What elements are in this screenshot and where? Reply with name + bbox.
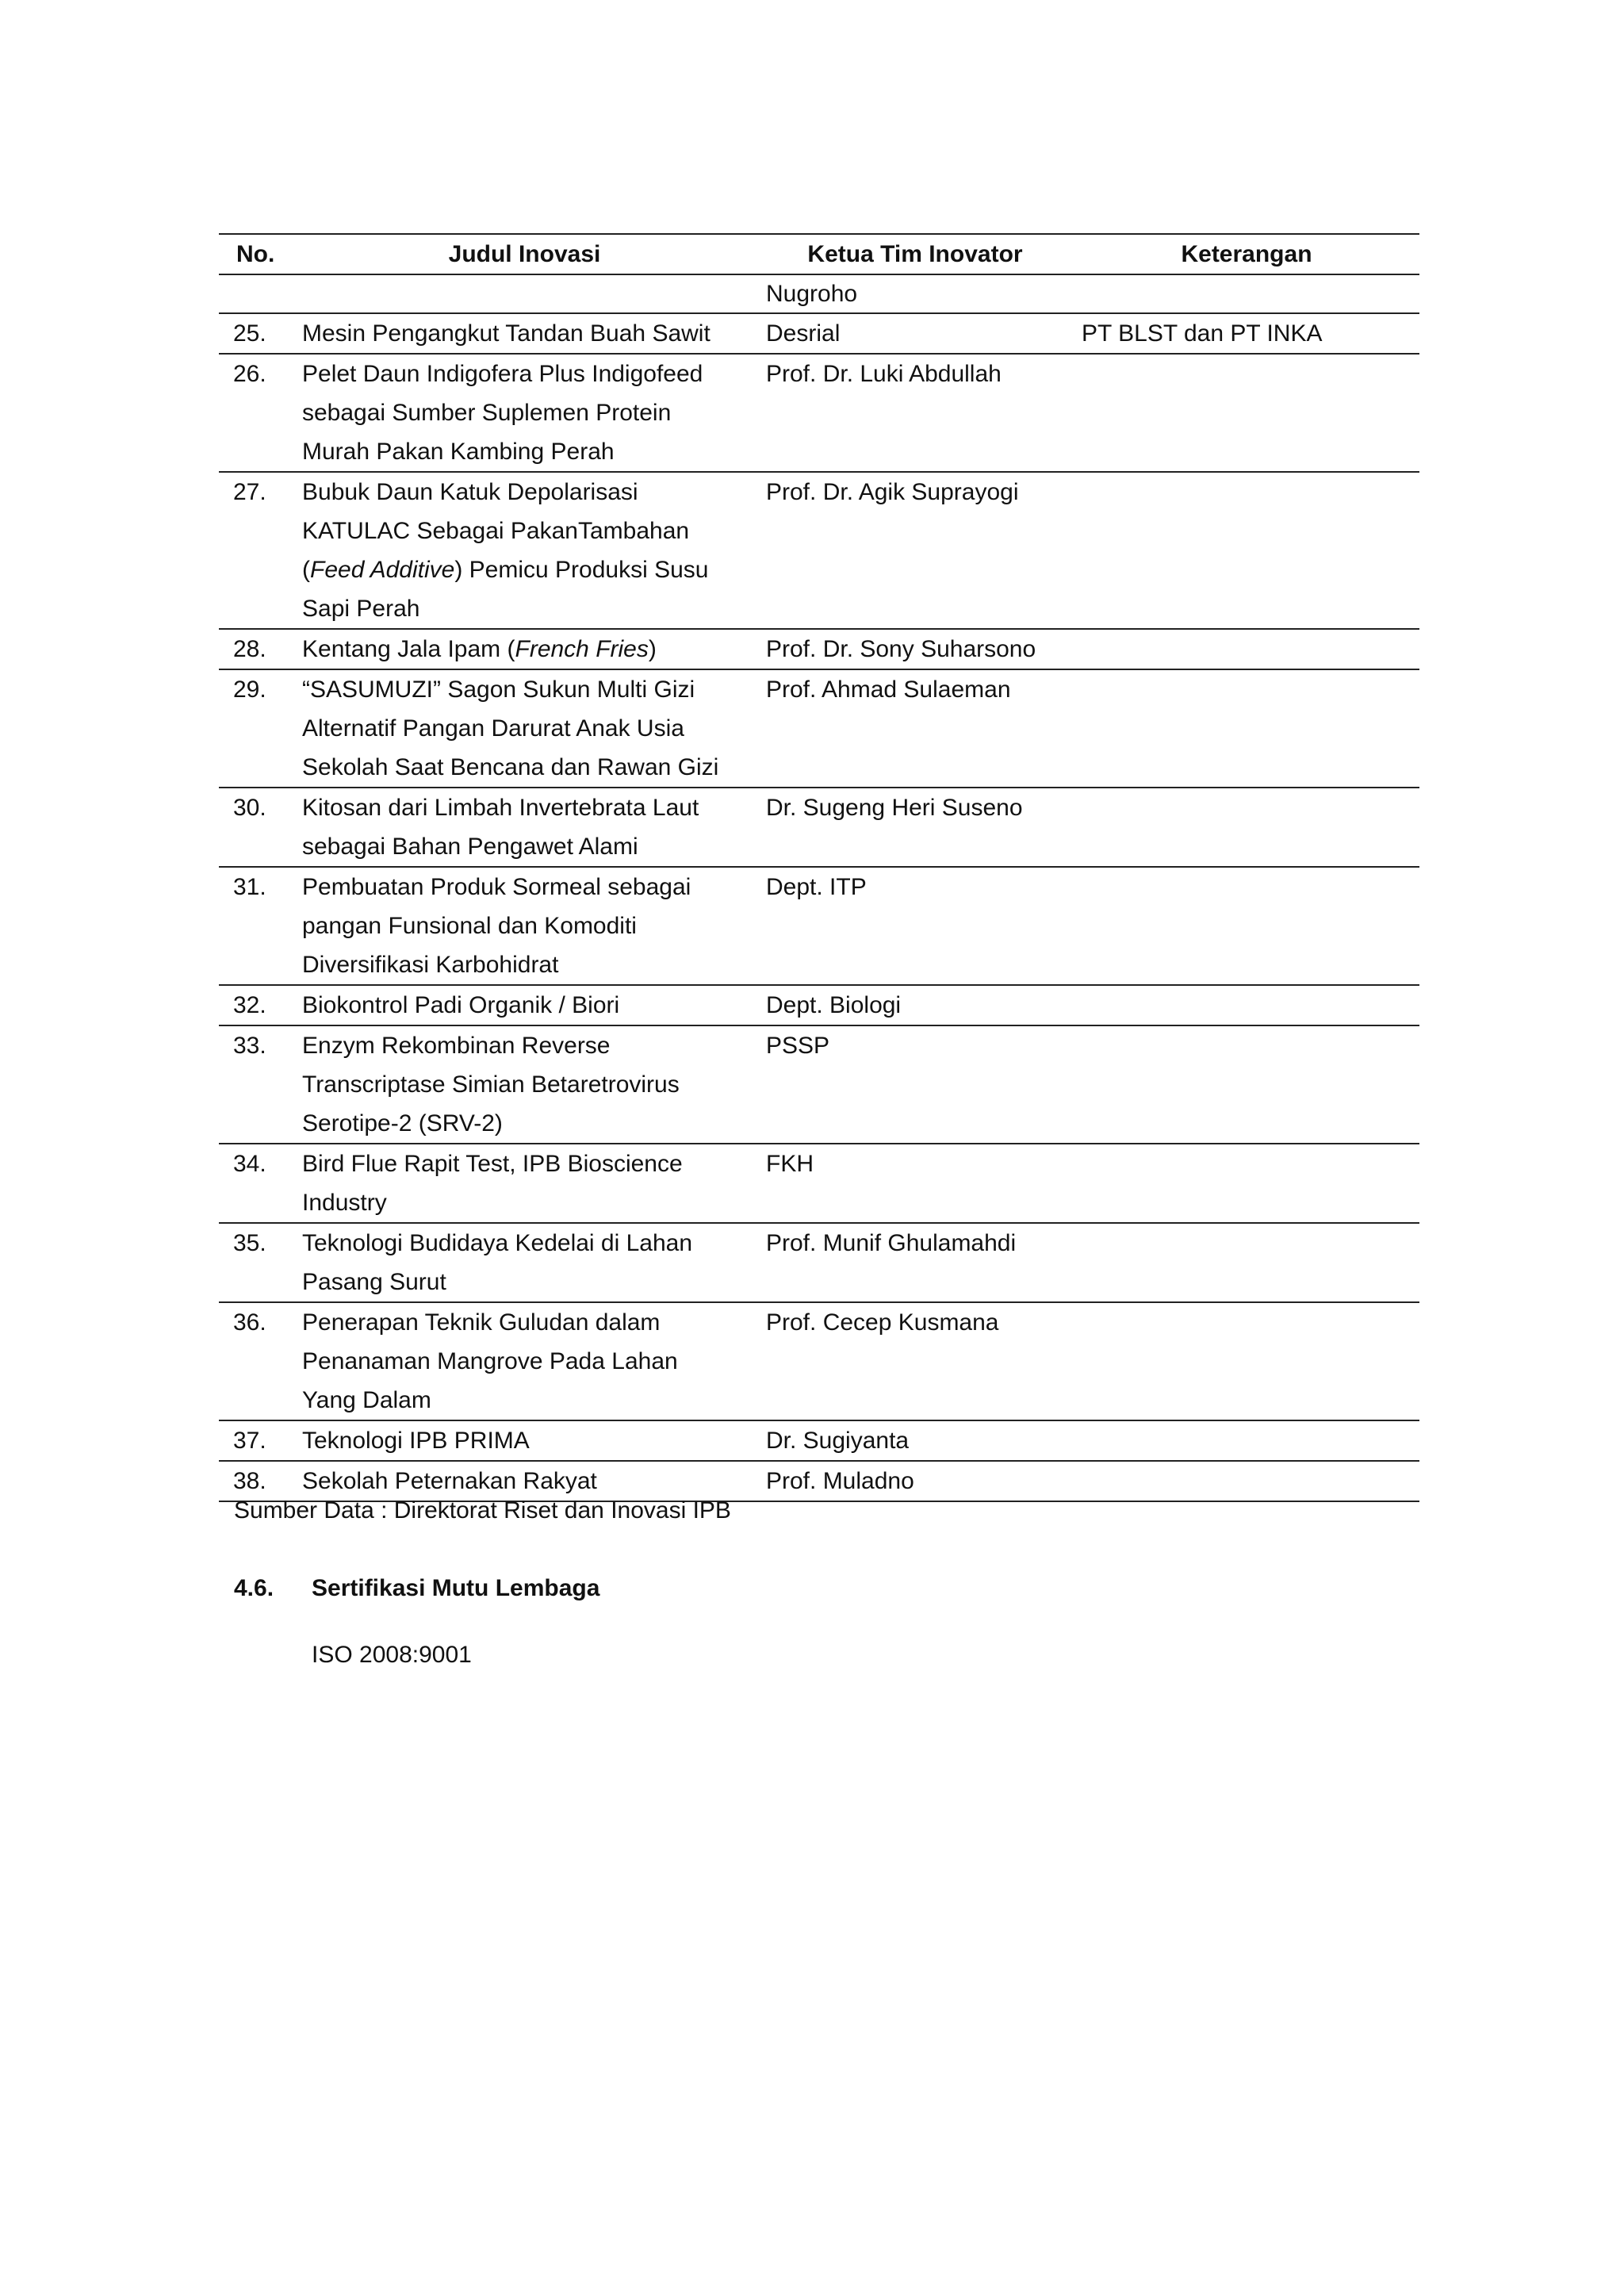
row-note xyxy=(1074,354,1419,472)
row-note xyxy=(1074,1025,1419,1144)
source-note: Sumber Data : Direktorat Riset dan Inovasi IPB xyxy=(234,1497,731,1524)
title-line: Pelet Daun Indigofera Plus Indigofeed xyxy=(302,361,703,387)
table-row xyxy=(219,472,1419,629)
title-line: Bubuk Daun Katuk Depolarisasi xyxy=(302,479,638,505)
row-lead: Prof. Dr. Sony Suharsono xyxy=(756,629,1074,669)
table-row xyxy=(219,867,1419,985)
title-line: Mesin Pengangkut Tandan Buah Sawit xyxy=(302,320,710,347)
row-lead: FKH xyxy=(756,1144,1074,1223)
table-row xyxy=(219,1025,1419,1144)
row-note xyxy=(1074,1461,1419,1501)
table-row xyxy=(219,985,1419,1025)
row-lead: Desrial xyxy=(756,313,1074,354)
row-note xyxy=(1074,629,1419,669)
row-lead: Prof. Muladno xyxy=(756,1461,1074,1501)
row-number xyxy=(219,274,293,313)
row-note xyxy=(1074,867,1419,985)
row-title xyxy=(293,985,756,1025)
row-number: 37. xyxy=(219,1420,293,1461)
row-lead: Prof. Dr. Agik Suprayogi xyxy=(756,472,1074,629)
row-note xyxy=(1074,1302,1419,1420)
table-body xyxy=(219,274,1419,1501)
title-line: Yang Dalam xyxy=(302,1387,431,1413)
row-title xyxy=(293,867,756,985)
italic-term: Feed Additive xyxy=(310,557,455,583)
row-number: 26. xyxy=(219,354,293,472)
row-title xyxy=(293,669,756,788)
row-note xyxy=(1074,1420,1419,1461)
row-number: 38. xyxy=(219,1461,293,1501)
row-lead: Prof. Ahmad Sulaeman xyxy=(756,669,1074,788)
row-number: 33. xyxy=(219,1025,293,1144)
table-row xyxy=(219,1302,1419,1420)
title-line: Penanaman Mangrove Pada Lahan xyxy=(302,1348,678,1374)
title-line: (Feed Additive) Pemicu Produksi Susu xyxy=(302,557,709,583)
row-lead: Dept. ITP xyxy=(756,867,1074,985)
row-note: PT BLST dan PT INKA xyxy=(1074,313,1419,354)
title-line: Diversifikasi Karbohidrat xyxy=(302,952,559,978)
title-line: “SASUMUZI” Sagon Sukun Multi Gizi xyxy=(302,677,695,703)
title-line: KATULAC Sebagai PakanTambahan xyxy=(302,518,690,544)
table-row xyxy=(219,1144,1419,1223)
title-line: Pembuatan Produk Sormeal sebagai xyxy=(302,874,691,900)
italic-term: French Fries xyxy=(515,636,649,662)
row-lead: Prof. Dr. Luki Abdullah xyxy=(756,354,1074,472)
table-header-row xyxy=(219,234,1419,274)
header-title: Judul Inovasi xyxy=(293,234,756,274)
title-line: Murah Pakan Kambing Perah xyxy=(302,439,615,465)
title-line: Biokontrol Padi Organik / Biori xyxy=(302,992,620,1018)
row-number: 28. xyxy=(219,629,293,669)
row-note xyxy=(1074,788,1419,867)
row-number: 36. xyxy=(219,1302,293,1420)
title-line: Kitosan dari Limbah Invertebrata Laut xyxy=(302,795,699,821)
row-title xyxy=(293,788,756,867)
title-line: Industry xyxy=(302,1190,387,1216)
title-line: Pasang Surut xyxy=(302,1269,446,1295)
row-title xyxy=(293,1420,756,1461)
table-row xyxy=(219,1223,1419,1302)
row-number: 27. xyxy=(219,472,293,629)
header-note: Keterangan xyxy=(1074,234,1419,274)
row-number: 34. xyxy=(219,1144,293,1223)
row-number: 31. xyxy=(219,867,293,985)
certification-text: ISO 2008:9001 xyxy=(312,1642,472,1668)
row-lead: Dept. Biologi xyxy=(756,985,1074,1025)
title-line: Sekolah Saat Bencana dan Rawan Gizi xyxy=(302,754,719,780)
table-row xyxy=(219,1420,1419,1461)
row-lead: Prof. Munif Ghulamahdi xyxy=(756,1223,1074,1302)
row-number: 30. xyxy=(219,788,293,867)
section-number: 4.6. xyxy=(234,1575,274,1601)
title-line: sebagai Sumber Suplemen Protein xyxy=(302,400,672,426)
title-line: Serotipe-2 (SRV-2) xyxy=(302,1110,503,1137)
header-no: No. xyxy=(219,234,293,274)
row-note xyxy=(1074,1223,1419,1302)
title-line: Teknologi IPB PRIMA xyxy=(302,1428,530,1454)
title-line: Penerapan Teknik Guludan dalam xyxy=(302,1309,661,1336)
row-note xyxy=(1074,472,1419,629)
row-title xyxy=(293,629,756,669)
title-line: Teknologi Budidaya Kedelai di Lahan xyxy=(302,1230,693,1256)
table-row xyxy=(219,313,1419,354)
row-lead: PSSP xyxy=(756,1025,1074,1144)
table-row xyxy=(219,788,1419,867)
table-row xyxy=(219,669,1419,788)
title-line: sebagai Bahan Pengawet Alami xyxy=(302,834,638,860)
section-title: Sertifikasi Mutu Lembaga xyxy=(312,1575,600,1601)
row-note xyxy=(1074,274,1419,313)
title-line: Enzym Rekombinan Reverse xyxy=(302,1033,611,1059)
table-row xyxy=(219,354,1419,472)
row-number: 35. xyxy=(219,1223,293,1302)
table-row xyxy=(219,629,1419,669)
row-number: 25. xyxy=(219,313,293,354)
title-line: Sekolah Peternakan Rakyat xyxy=(302,1468,597,1494)
row-title xyxy=(293,354,756,472)
row-note xyxy=(1074,985,1419,1025)
row-title xyxy=(293,313,756,354)
row-lead: Prof. Cecep Kusmana xyxy=(756,1302,1074,1420)
row-number: 29. xyxy=(219,669,293,788)
title-line: Alternatif Pangan Darurat Anak Usia xyxy=(302,715,684,742)
title-line: Sapi Perah xyxy=(302,596,420,622)
row-note xyxy=(1074,1144,1419,1223)
title-line: Kentang Jala Ipam (French Fries) xyxy=(302,636,657,662)
title-line: Bird Flue Rapit Test, IPB Bioscience xyxy=(302,1151,683,1177)
row-title xyxy=(293,1144,756,1223)
row-note xyxy=(1074,669,1419,788)
row-title xyxy=(293,472,756,629)
row-title xyxy=(293,274,756,313)
row-lead: Dr. Sugiyanta xyxy=(756,1420,1074,1461)
row-number: 32. xyxy=(219,985,293,1025)
header-lead: Ketua Tim Inovator xyxy=(756,234,1074,274)
row-lead: Nugroho xyxy=(756,274,1074,313)
title-line: Transcriptase Simian Betaretrovirus xyxy=(302,1071,680,1098)
innovation-table xyxy=(219,233,1419,1502)
row-title xyxy=(293,1025,756,1144)
row-title xyxy=(293,1223,756,1302)
table-row xyxy=(219,274,1419,313)
row-lead: Dr. Sugeng Heri Suseno xyxy=(756,788,1074,867)
row-title xyxy=(293,1302,756,1420)
title-line: pangan Funsional dan Komoditi xyxy=(302,913,637,939)
